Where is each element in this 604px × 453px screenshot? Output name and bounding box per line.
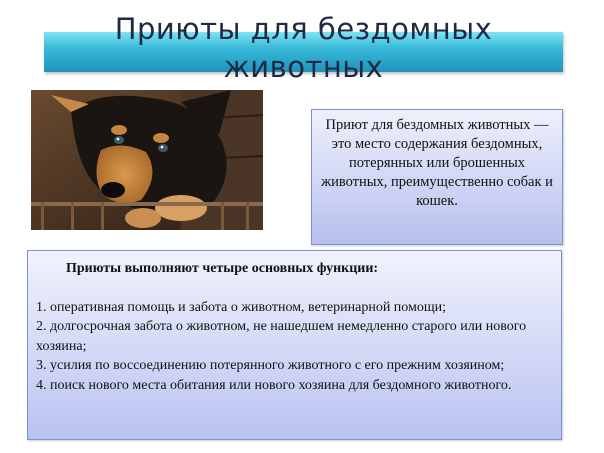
definition-box bbox=[311, 109, 563, 245]
slide-title: Приюты для бездомных животных bbox=[114, 12, 493, 84]
list-item: 4. поиск нового места обитания или нового хозяина для бездомного животного. bbox=[36, 377, 512, 393]
dog-photo bbox=[31, 90, 263, 230]
list-item: 1. оперативная помощь и забота о животном, ветеринарной помощи; bbox=[36, 299, 447, 315]
list-item: 3. усилия по воссоединению потерянного животного с его прежним хозяином; bbox=[36, 358, 505, 373]
dog-illustration bbox=[31, 90, 263, 230]
functions-box bbox=[27, 250, 562, 440]
functions-heading: Приюты выполняют четыре основных функции: bbox=[66, 261, 379, 276]
definition-text: Приют для бездомных животных — это место содержания бездомных, потерянных или брошенных животных, преимущественно собак и кошек. bbox=[321, 117, 553, 209]
functions-list bbox=[36, 298, 553, 396]
list-item: 2. долгосрочная забота о животном, не нашедшем немедленно старого или нового хозяина; bbox=[36, 319, 527, 354]
